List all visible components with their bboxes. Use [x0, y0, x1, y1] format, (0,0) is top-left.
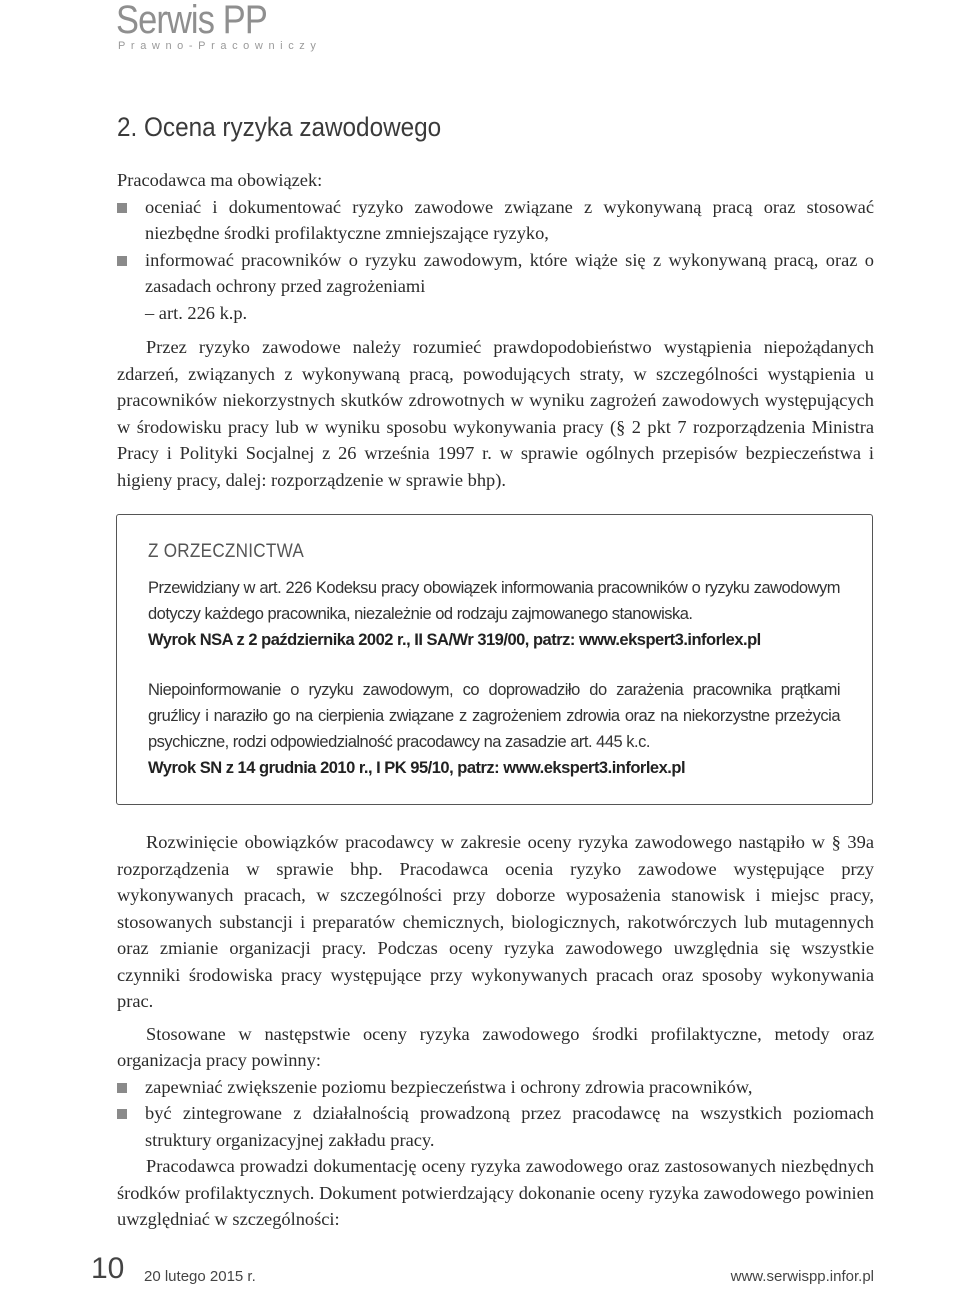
list-item-text: informować pracowników o ryzyku zawodowym, które wiąże się z wykonywaną pracą, oraz o zasadach ochrony przed zagrożeniami: [145, 249, 874, 296]
list-item: [117, 1100, 874, 1153]
paragraph: Pracodawca prowadzi dokumentację oceny ryzyka zawodowego oraz zastosowanych niezbędnych środków profilaktycznych. Dokument potwierdzający dokonanie oceny ryzyka zawodowego powinien uwzględniać w szczególności:: [117, 1156, 874, 1229]
logo-subtitle: Prawno-Pracowniczy: [118, 40, 322, 52]
square-bullet-icon: [117, 203, 127, 213]
intro-block: [117, 167, 874, 493]
paragraph: Stosowane w następstwie oceny ryzyka zawodowego środki profilaktyczne, metody oraz organizacja pracy powinny:: [117, 1023, 874, 1070]
list-item-text: oceniać i dokumentować ryzyko zawodowe związane z wykonywaną pracą oraz stosować niezbędne środki profilaktyczne zmniejszające ryzyko,: [145, 196, 874, 243]
square-bullet-icon: [117, 1109, 127, 1119]
continuation-block: [117, 829, 874, 1233]
risk-definition-paragraph: Przez ryzyko zawodowe należy rozumieć prawdopodobieństwo wystąpienia niepożądanych zdarzeń, związanych z wykonywaną pracą, powodujących straty, w szczególności wystąpienia u pracowników niekorzystnych skutków zdrowotnych w wyniku zagrożeń zawodowych występujących w środowisku pracy lub w wyniku sposobu wykonywania pracy (§ 2 pkt 7 rozporządzenia Ministra Pracy i Polityki Socjalnej z 26 września 1997 r. w sprawie ogólnych przepisów bezpieczeństwa i higieny pracy, dalej: rozporządzenie w sprawie bhp).: [117, 337, 874, 490]
ruling-source: Wyrok NSA z 2 października 2002 r., II SA/Wr 319/00, patrz: www.ekspert3.inforlex.pl: [148, 631, 761, 649]
intro-lead: Pracodawca ma obowiązek:: [117, 170, 323, 190]
list-item-text: być zintegrowane z działalnością prowadzoną przez pracodawcę na wszystkich poziomach struktury organizacyjnej zakładu pracy.: [145, 1103, 874, 1150]
list-item: [117, 247, 874, 300]
ruling-source: Wyrok SN z 14 grudnia 2010 r., I PK 95/10, patrz: www.ekspert3.inforlex.pl: [148, 759, 686, 777]
ruling-text: Przewidziany w art. 226 Kodeksu pracy obowiązek informowania pracowników o ryzyku zawodowym dotyczy każdego pracownika, niezależnie od rodzaju zajmowanego stanowiska.: [148, 579, 840, 623]
list-item-text: zapewniać zwiększenie poziomu bezpieczeństwa i ochrony zdrowia pracowników,: [145, 1076, 753, 1097]
legal-citation: – art. 226 k.p.: [145, 302, 248, 323]
footer-url: www.serwispp.infor.pl: [730, 1268, 874, 1285]
square-bullet-icon: [117, 1083, 127, 1093]
list-item: [117, 1074, 874, 1101]
logo-title: Serwis PP: [116, 0, 267, 42]
section-title: 2. Ocena ryzyka zawodowego: [117, 112, 442, 142]
square-bullet-icon: [117, 256, 127, 266]
jurisprudence-box: [116, 514, 873, 805]
page-number: 10: [91, 1252, 125, 1285]
ruling-text: Niepoinformowanie o ryzyku zawodowym, co doprowadziło do zarażenia pracownika prątkami gruźlicy i naraziło go na cierpienia związane z zagrożeniem zdrowia oraz na niekorzystne przeżycia psychiczne, rodzi odpowiedzialność pracodawcy na zasadzie art. 445 k.c.: [148, 681, 840, 751]
list-item: [117, 194, 874, 247]
publication-logo: [116, 0, 322, 52]
issue-date: 20 lutego 2015 r.: [144, 1268, 256, 1285]
jurisprudence-label: Z ORZECZNICTWA: [148, 541, 305, 562]
paragraph: Rozwinięcie obowiązków pracodawcy w zakresie oceny ryzyka zawodowego nastąpiło w § 39a rozporządzenia w sprawie bhp. Pracodawca ocenia ryzyko zawodowe występujące przy wykonywanych pracach, w szczególności przy doborze wyposażenia stanowisk i miejsc pracy, stosowanych substancji i preparatów chemicznych, biologicznych, rakotwórczych lub mutagennych oraz zmianie organizacji pracy. Podczas oceny ryzyka zawodowego uwzględnia się wszystkie czynniki środowiska pracy występujące przy wykonywanych pracach oraz sposoby wykonywania prac.: [117, 832, 874, 1011]
